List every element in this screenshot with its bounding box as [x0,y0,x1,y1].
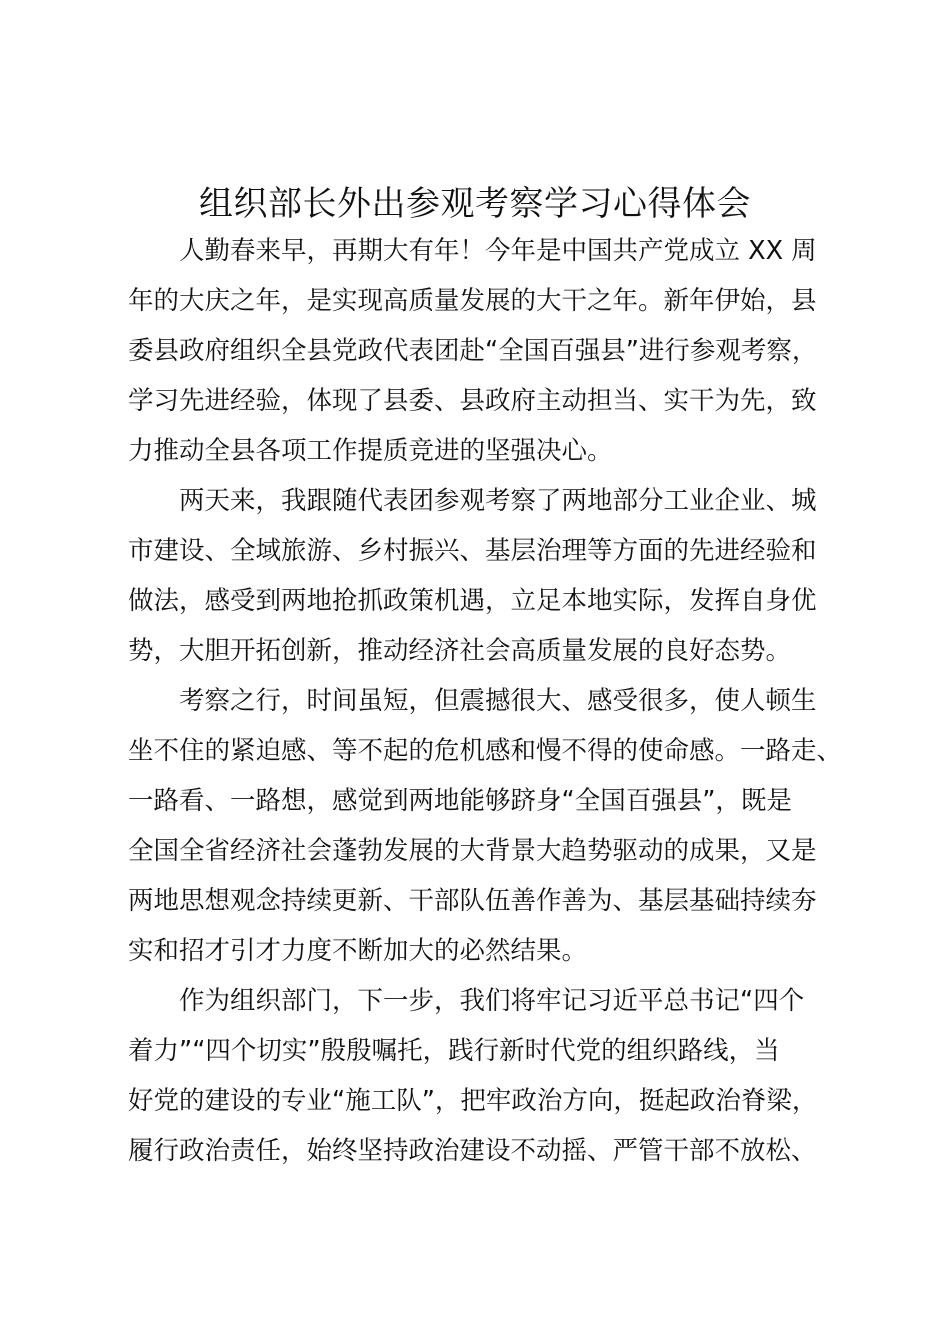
paragraph-1 [128,226,836,476]
paragraph-line: 势，大胆开拓创新，推动经济社会高质量发展的良好态势。 [128,636,792,666]
document-title: 组织部长外出参观考察学习心得体会 [199,184,751,224]
paragraph-line: 两地思想观念持续更新、干部队伍善作善为、基层基础持续夯 [128,886,817,916]
paragraph-line: 履行政治责任，始终坚持政治建设不动摇、严管干部不放松、 [128,1136,817,1166]
paragraph-line: 好党的建设的专业“施工队”，把牢政治方向，挺起政治脊梁， [128,1086,818,1116]
paragraph-line: 做法，感受到两地抢抓政策机遇，立足本地实际，发挥自身优 [128,586,817,616]
paragraph-line: 两天来，我跟随代表团参观考察了两地部分工业企业、城 [179,486,817,516]
paragraph-3 [128,676,843,976]
paragraph-line: 学习先进经验，体现了县委、县政府主动担当、实干为先，致 [128,386,817,416]
paragraph-line: 作为组织部门，下一步，我们将牢记习近平总书记“四个 [179,986,805,1016]
paragraph-line: 市建设、全域旅游、乡村振兴、基层治理等方面的先进经验和 [128,536,817,566]
paragraph-line: 全国全省经济社会蓬勃发展的大背景大趋势驱动的成果，又是 [128,836,817,866]
paragraph-line: 一路看、一路想，感觉到两地能够跻身“全国百强县”，既是 [128,786,792,816]
paragraph-line: 年的大庆之年，是实现高质量发展的大干之年。新年伊始，县 [128,286,817,316]
paragraph-line: 力推动全县各项工作提质竞进的坚强决心。 [128,436,613,466]
paragraph-2 [128,476,836,676]
paragraph-line: 实和招才引才力度不断加大的必然结果。 [128,936,588,966]
paragraph-4 [128,976,836,1176]
paragraph-line: 着力”“四个切实”殷殷嘱托，践行新时代党的组织路线，当 [128,1036,780,1066]
paragraph-line: 坐不住的紧迫感、等不起的危机感和慢不得的使命感。一路走、 [128,736,843,766]
paragraph-line: 人勤春来早，再期大有年！今年是中国共产党成立 XX 周 [179,236,817,266]
document-body [128,226,843,1176]
paragraph-line: 委县政府组织全县党政代表团赴“全国百强县”进行参观考察， [128,336,818,366]
paragraph-line: 考察之行，时间虽短，但震撼很大、感受很多，使人顿生 [179,686,817,716]
